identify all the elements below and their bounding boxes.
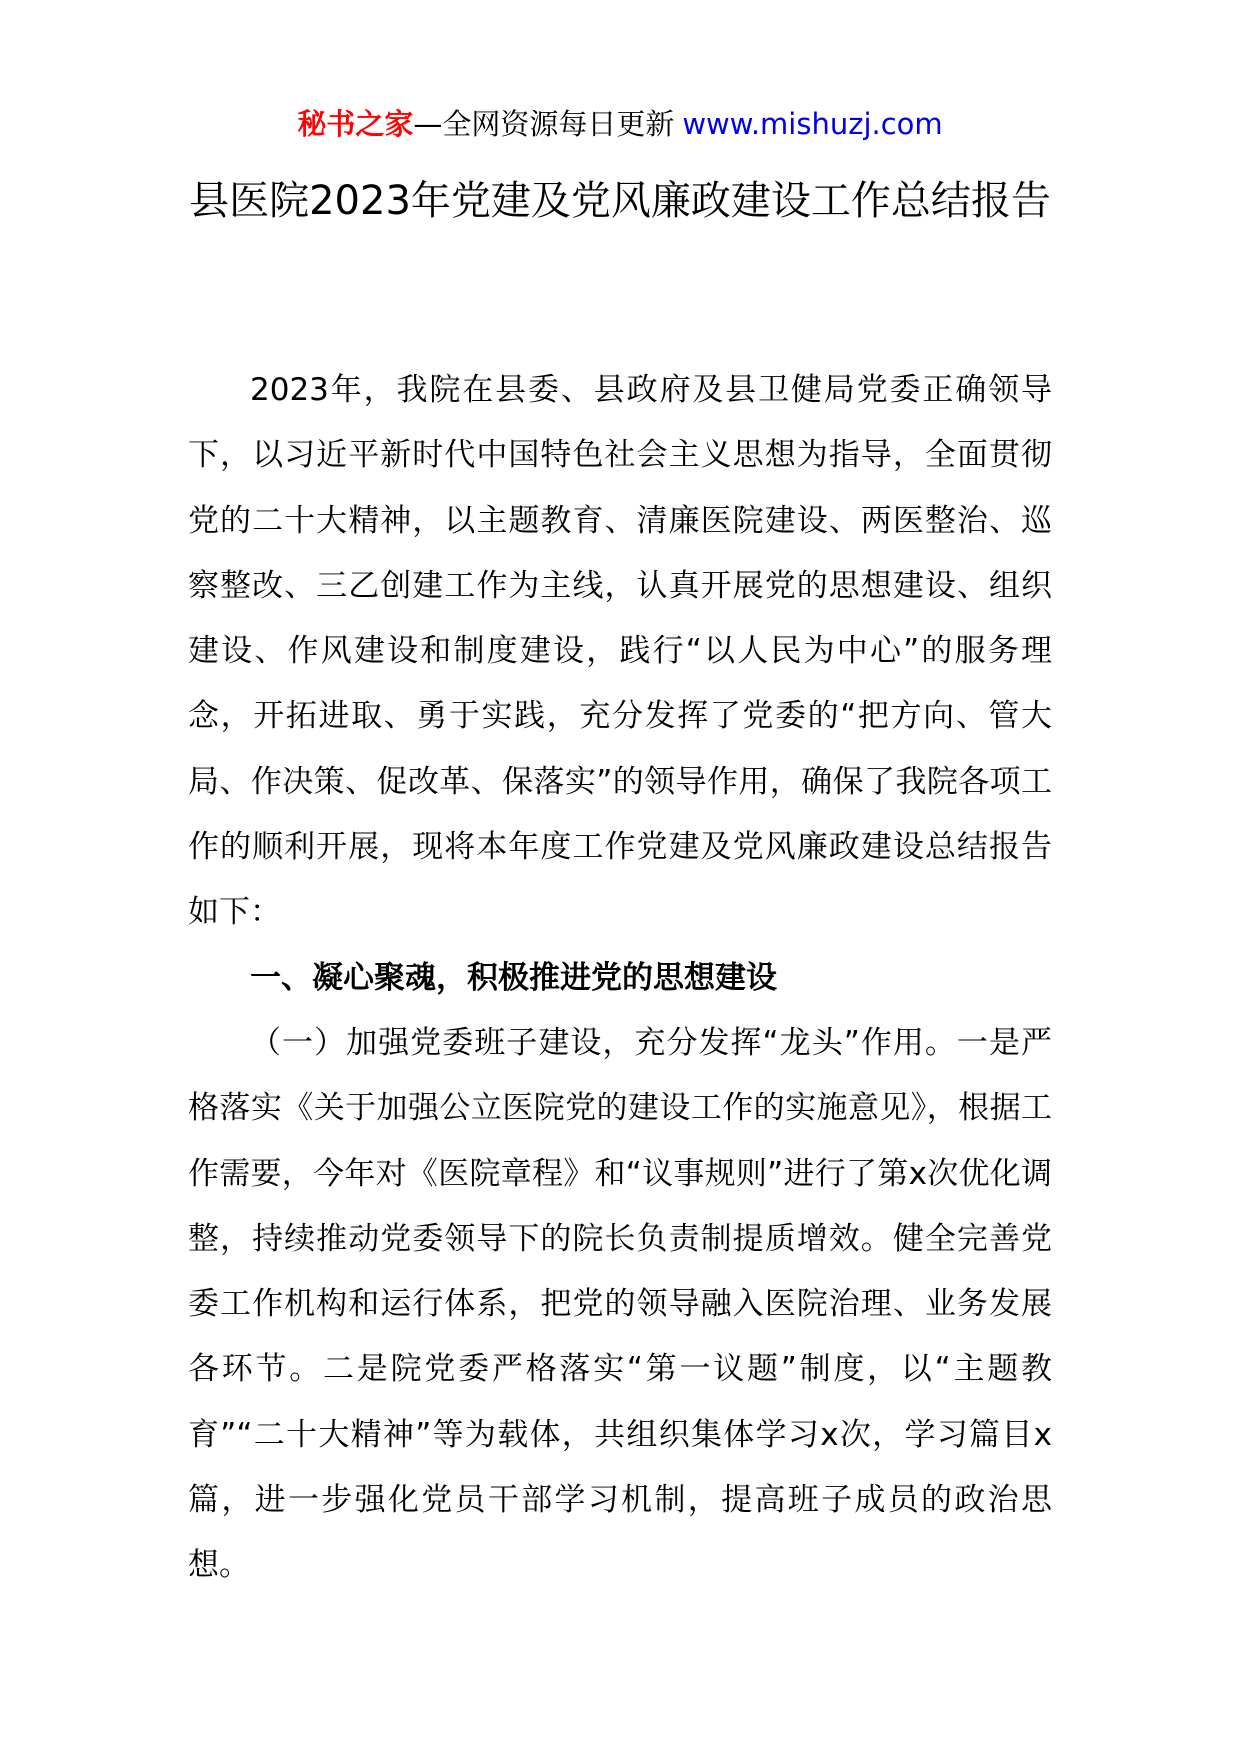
- document-title: 县医院2023年党建及党风廉政建设工作总结报告: [189, 178, 1051, 224]
- brand-name: 秘书之家: [297, 107, 414, 141]
- document-body: [188, 358, 1052, 1599]
- section-heading: 一、凝心聚魂，积极推进党的思想建设: [250, 959, 777, 996]
- site-link[interactable]: www.mishuzj.com: [682, 107, 943, 141]
- site-banner: [0, 104, 1240, 144]
- banner-slogan: —全网资源每日更新: [413, 107, 675, 141]
- body-paragraph: （一）加强党委班子建设，充分发挥“龙头”作用。一是严格落实《关于加强公立医院党的建设工作的实施意见》，根据工作需要，今年对《医院章程》和“议事规则”进行了第x次优化调整，持续推动党委领导下的院长负责制提质增效。健全完善党委工作机构和运行体系，把党的领导融入医院治理、业务发展各环节。二是院党委严格落实“第一议题”制度，以“主题教育”“二十大精神”等为载体，共组织集体学习x次，学习篇目x篇，进一步强化党员干部学习机制，提高班子成员的政治思想。: [188, 1024, 1052, 1584]
- intro-paragraph: 2023年，我院在县委、县政府及县卫健局党委正确领导下，以习近平新时代中国特色社会主义思想为指导，全面贯彻党的二十大精神，以主题教育、清廉医院建设、两医整治、巡察整改、三乙创建工作为主线，认真开展党的思想建设、组织建设、作风建设和制度建设，践行“以人民为中心”的服务理念，开拓进取、勇于实践，充分发挥了党委的“把方向、管大局、作决策、促改革、保落实”的领导作用，确保了我院各项工作的顺利开展，现将本年度工作党建及党风廉政建设总结报告如下：: [188, 372, 1052, 931]
